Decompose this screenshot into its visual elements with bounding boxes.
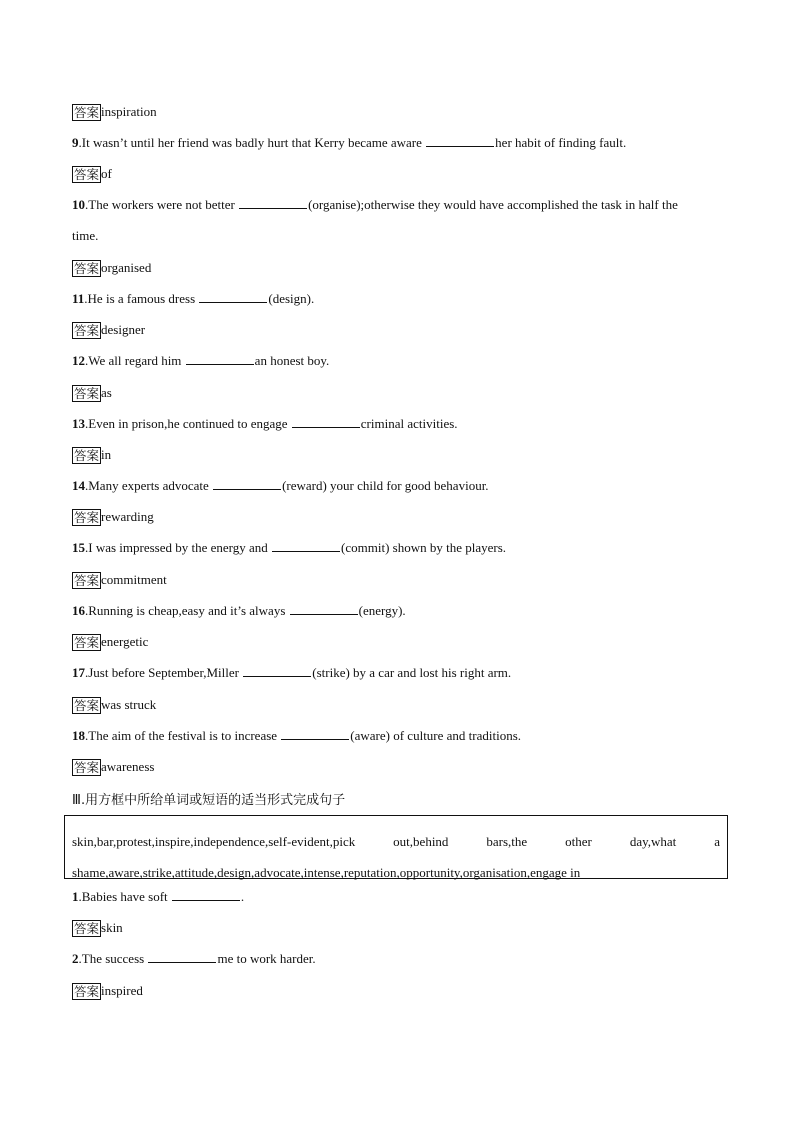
answer-line [72,384,112,402]
answer-text: inspired [101,983,143,999]
question-10: 10.The workers were not better (organise);otherwise they would have accomplished the task in half the [72,197,678,212]
answer-blank [199,291,267,303]
question-number: 15 [72,540,85,555]
question-16: 16.Running is cheap,easy and it’s always (energy). [72,603,406,618]
answer-text: inspiration [101,104,157,120]
question-text-before: I was impressed by the energy and [88,540,272,555]
word-box-line: skin,bar,protest,inspire,independence,self-evident,pick out,behind bars,the other day,what a [72,834,720,849]
answer-text: as [101,385,112,401]
question-text-before: It wasn’t until her friend was badly hurt that Kerry became aware [81,135,426,150]
word-box [64,815,728,879]
question-number: 17 [72,665,85,680]
answer-tag: 答案 [74,104,100,120]
answer-blank [172,889,240,901]
answer-tag: 答案 [74,759,100,775]
question-text-continued: time. [72,228,99,243]
answer-line [72,508,154,526]
question-number: 10 [72,197,85,212]
answer-blank [186,353,254,365]
question-text-before: Just before September,Miller [88,665,243,680]
answer-blank [272,540,340,552]
question-text-before: He is a famous dress [87,291,199,306]
answer-tag: 答案 [74,920,100,936]
question-text-after: an honest boy. [254,353,330,368]
answer-text: designer [101,322,146,338]
question-number: 9 [72,135,79,150]
answer-blank [148,951,216,963]
answer-blank [292,416,360,428]
answer-line [72,758,154,776]
answer-tag: 答案 [74,509,100,525]
section3-question-2: 2.The success me to work harder. [72,951,316,966]
question-12: 12.We all regard him an honest boy. [72,353,330,368]
answer-tag: 答案 [74,166,100,182]
answer-tag: 答案 [74,385,100,401]
question-text-after: (energy). [358,603,406,618]
question-text-before: Running is cheap,easy and it’s always [88,603,289,618]
answer-text: awareness [101,759,155,775]
question-text-after: (commit) shown by the players. [341,540,507,555]
answer-text: organised [101,260,152,276]
answer-tag: 答案 [74,697,100,713]
question-text-before: Babies have soft [81,889,171,904]
answer-tag: 答案 [74,572,100,588]
question-10-continued [72,228,98,244]
question-text-after: me to work harder. [217,951,316,966]
answer-text: in [101,447,112,463]
question-text-before: The workers were not better [88,197,239,212]
answer-blank [426,135,494,147]
question-text-after: (design). [268,291,315,306]
answer-line [72,633,148,651]
answer-text: was struck [101,697,157,713]
question-17: 17.Just before September,Miller (strike) by a car and lost his right arm. [72,665,512,680]
question-text-after: (aware) of culture and traditions. [350,728,522,743]
answer-line [72,446,111,464]
answer-line [72,696,156,714]
answer-text: skin [101,920,123,936]
question-text-before: We all regard him [88,353,185,368]
question-number: 11 [72,291,85,306]
answer-text: energetic [101,634,149,650]
answer-blank [243,665,311,677]
question-number: 13 [72,416,85,431]
answer-blank [239,197,307,209]
answer-line [72,103,157,121]
question-11: 11.He is a famous dress (design). [72,291,315,306]
answer-tag: 答案 [74,322,100,338]
question-text-after: . [240,889,245,904]
answer-line [72,165,112,183]
question-9: 9.It wasn’t until her friend was badly hurt that Kerry became aware her habit of finding fault. [72,135,627,150]
question-number: 14 [72,478,85,493]
question-text-after: (reward) your child for good behaviour. [282,478,489,493]
answer-text: rewarding [101,509,154,525]
question-text-before: The success [81,951,148,966]
question-text-after: (organise);otherwise they would have accomplished the task in half the [308,197,678,212]
answer-tag: 答案 [74,447,100,463]
question-number: 2 [72,951,79,966]
question-15: 15.I was impressed by the energy and (commit) shown by the players. [72,540,507,555]
question-number: 12 [72,353,85,368]
question-number: 1 [72,889,79,904]
question-13: 13.Even in prison,he continued to engage criminal activities. [72,416,458,431]
question-text-after: (strike) by a car and lost his right arm. [312,665,512,680]
question-18: 18.The aim of the festival is to increase (aware) of culture and traditions. [72,728,522,743]
answer-text: commitment [101,572,167,588]
answer-line [72,919,123,937]
answer-blank [281,728,349,740]
question-text-before: Even in prison,he continued to engage [88,416,291,431]
answer-tag: 答案 [74,634,100,650]
question-number: 18 [72,728,85,743]
question-text-after: criminal activities. [360,416,458,431]
answer-line [72,982,143,1000]
answer-tag: 答案 [74,260,100,276]
answer-tag: 答案 [74,983,100,999]
word-box-line: shame,aware,strike,attitude,design,advocate,intense,reputation,opportunity,organisation,engage in [72,865,581,880]
answer-blank [213,478,281,490]
question-text-before: The aim of the festival is to increase [88,728,281,743]
question-text-before: Many experts advocate [88,478,213,493]
answer-line [72,321,145,339]
answer-line [72,571,167,589]
answer-line [72,259,151,277]
question-text-after: her habit of finding fault. [495,135,627,150]
answer-text: of [101,166,112,182]
question-14: 14.Many experts advocate (reward) your child for good behaviour. [72,478,489,493]
question-number: 16 [72,603,85,618]
answer-blank [290,603,358,615]
section-title: Ⅲ.用方框中所给单词或短语的适当形式完成句子 [72,793,346,808]
section3-question-1: 1.Babies have soft . [72,889,245,904]
